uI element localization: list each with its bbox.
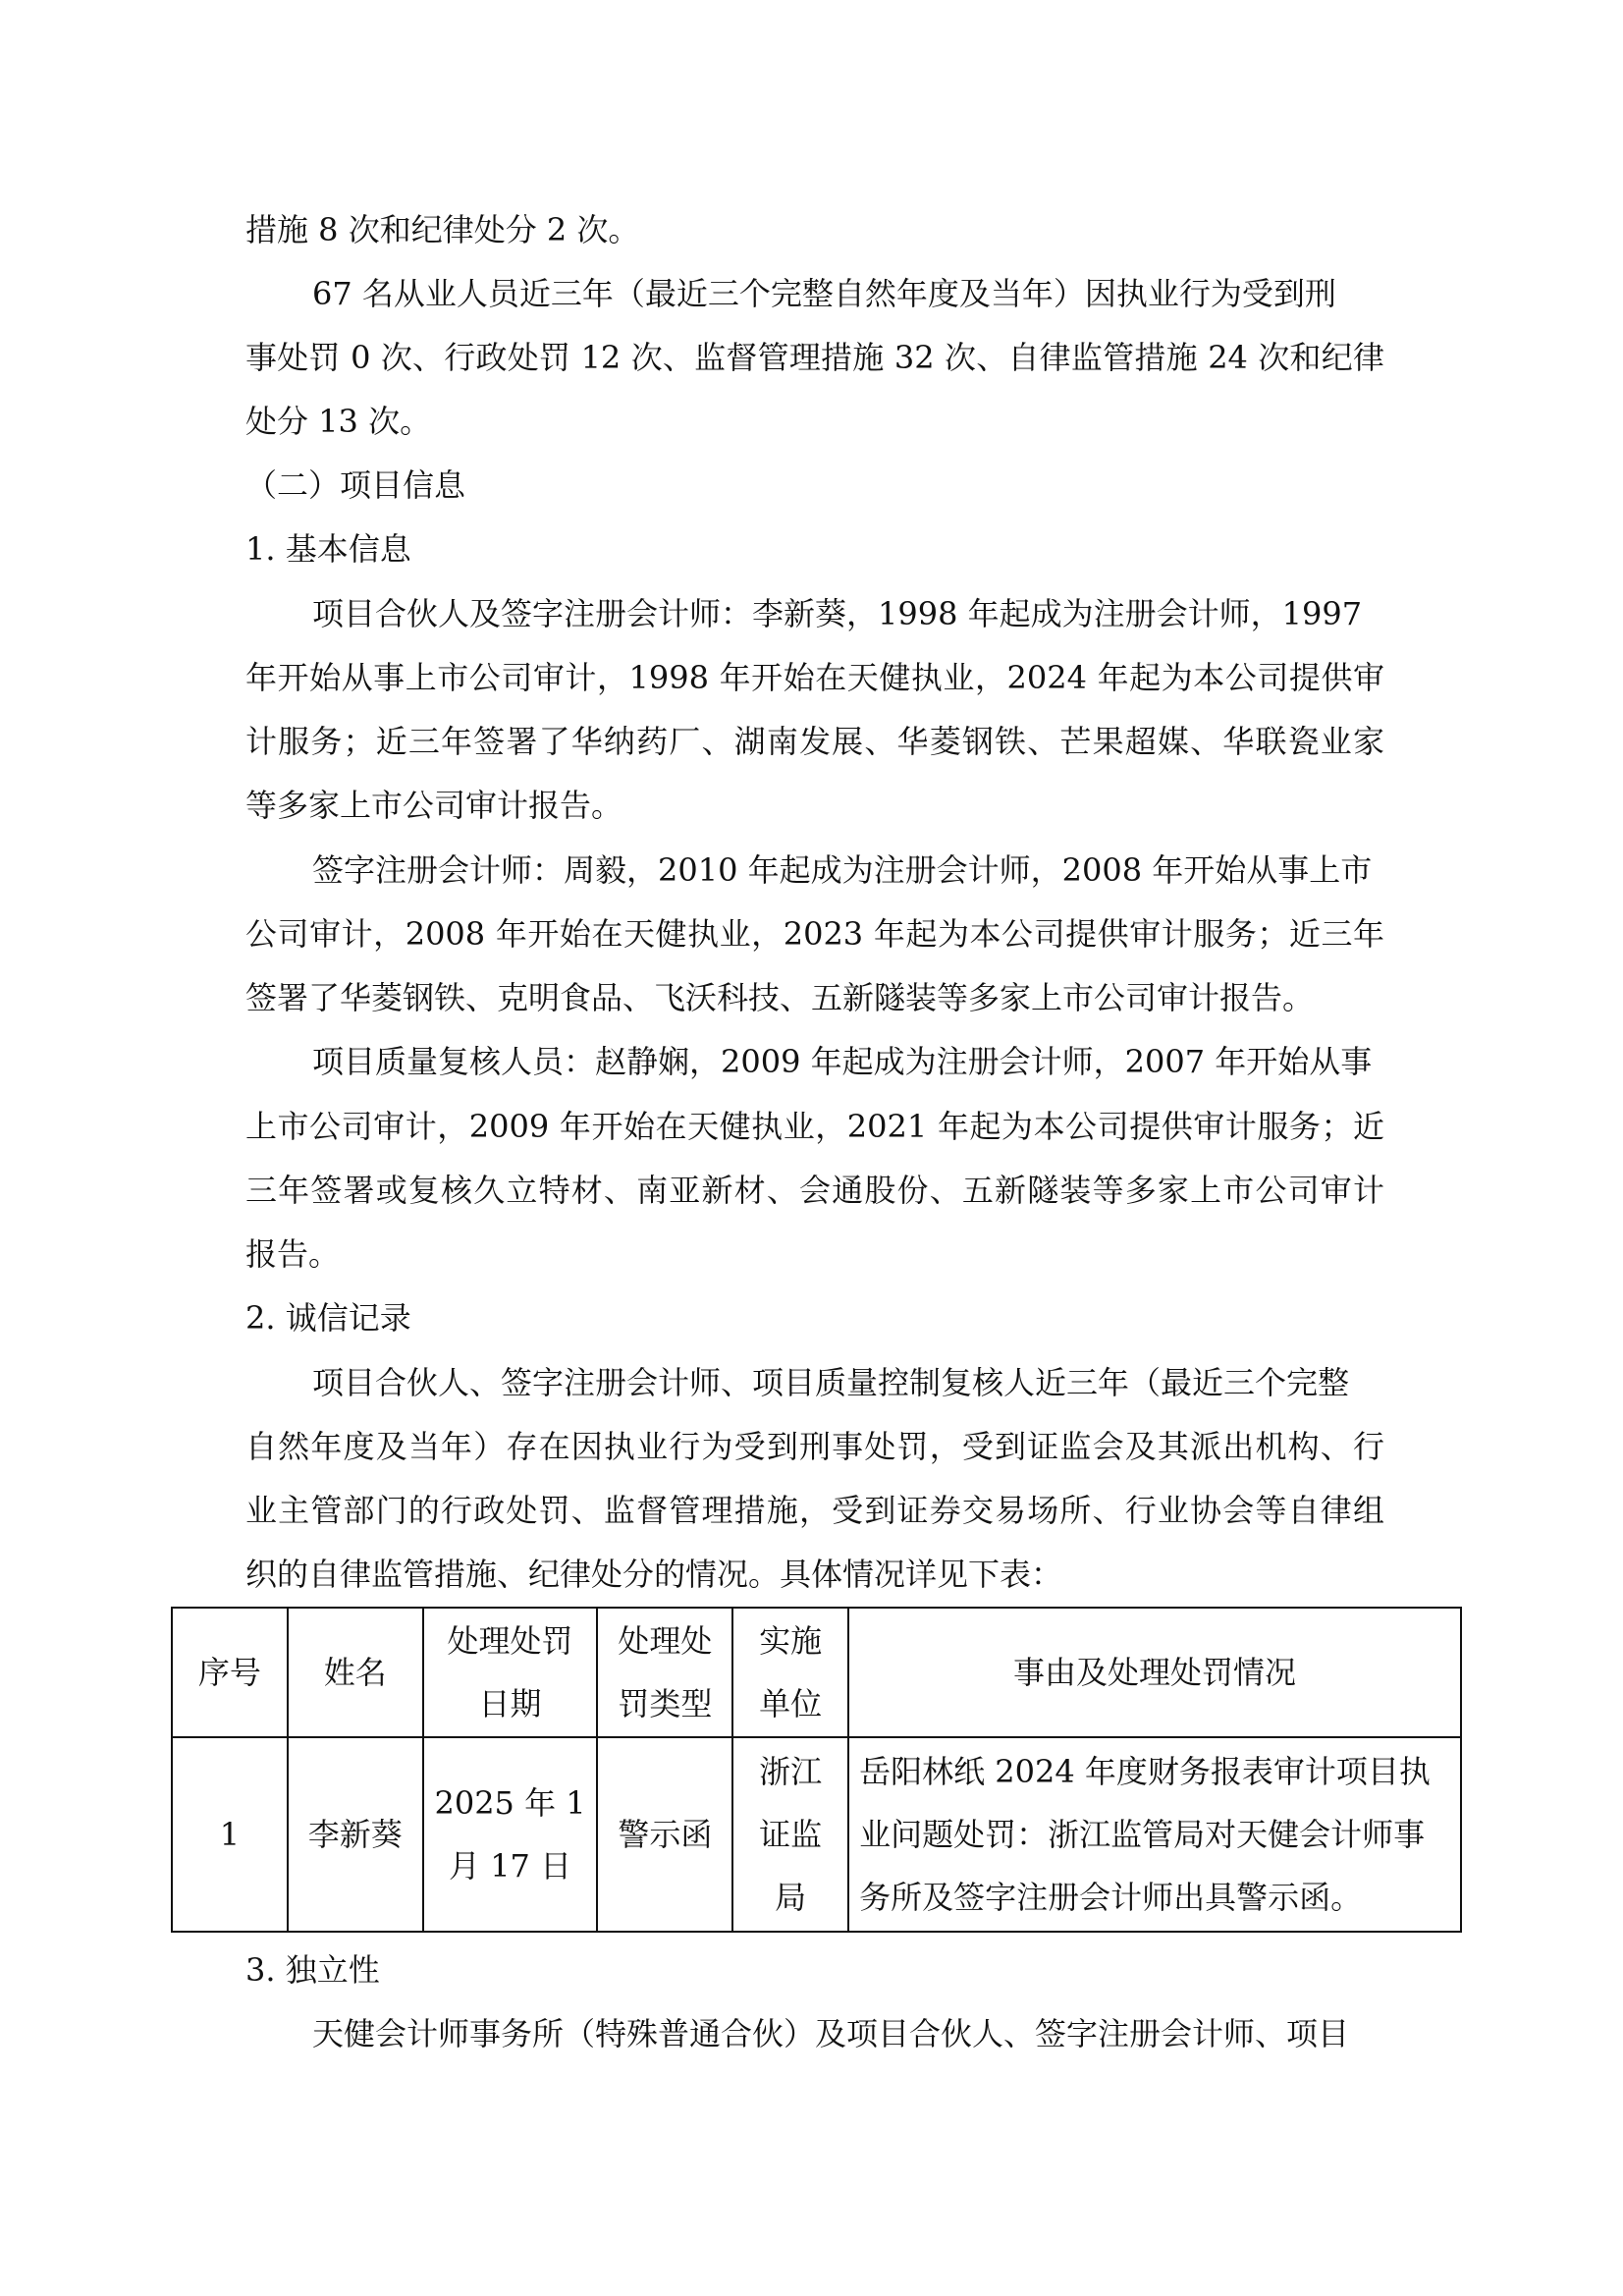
cell-reason: 岳阳林纸 2024 年度财务报表审计项目执 业问题处罚：浙江监管局对天健会计师事 务所及签字注册会计师出具警示函。	[848, 1737, 1461, 1932]
section-heading-project-info: （二）项目信息	[245, 466, 466, 504]
paragraph-line: 年开始从事上市公司审计，1998 年开始在天健执业，2024 年起为本公司提供审	[245, 659, 1384, 696]
subsection-heading-integrity: 2. 诚信记录	[245, 1299, 411, 1337]
cell-type: 警示函	[597, 1737, 732, 1932]
cell-date: 2025 年 1 月 17 日	[423, 1737, 598, 1932]
cell-unit: 浙江 证监 局	[732, 1737, 848, 1932]
paragraph-line: 天健会计师事务所（特殊普通合伙）及项目合伙人、签字注册会计师、项目	[312, 2015, 1350, 2052]
paragraph-line: 自然年度及当年）存在因执业行为受到刑事处罚，受到证监会及其派出机构、行	[245, 1428, 1384, 1465]
subsection-heading-basic-info: 1. 基本信息	[245, 530, 411, 568]
paragraph-line: 业主管部门的行政处罚、监督管理措施，受到证券交易场所、行业协会等自律组	[245, 1492, 1384, 1529]
paragraph-line: 报告。	[245, 1235, 341, 1273]
table-row	[172, 1737, 1461, 1932]
paragraph-line: 项目质量复核人员：赵静娴，2009 年起成为注册会计师，2007 年开始从事	[312, 1043, 1373, 1080]
paragraph-line: 项目合伙人、签字注册会计师、项目质量控制复核人近三年（最近三个完整	[312, 1364, 1350, 1401]
header-type: 处理处 罚类型	[597, 1608, 732, 1737]
paragraph-line: 处分 13 次。	[245, 403, 432, 440]
paragraph-line: 公司审计，2008 年开始在天健执业，2023 年起为本公司提供审计服务；近三年	[245, 915, 1384, 953]
subsection-heading-independence: 3. 独立性	[245, 1951, 380, 1989]
header-no: 序号	[172, 1608, 288, 1737]
paragraph-line: 项目合伙人及签字注册会计师：李新葵，1998 年起成为注册会计师，1997	[312, 595, 1363, 632]
header-date: 处理处罚 日期	[423, 1608, 598, 1737]
header-name: 姓名	[288, 1608, 423, 1737]
cell-name: 李新葵	[288, 1737, 423, 1932]
paragraph-line: 67 名从业人员近三年（最近三个完整自然年度及当年）因执业行为受到刑	[312, 275, 1336, 312]
cell-no: 1	[172, 1737, 288, 1932]
paragraph-line: 上市公司审计，2009 年开始在天健执业，2021 年起为本公司提供审计服务；近	[245, 1108, 1384, 1145]
paragraph-line: 三年签署或复核久立特材、南亚新材、会通股份、五新隧装等多家上市公司审计	[245, 1172, 1384, 1209]
paragraph-line: 措施 8 次和纪律处分 2 次。	[245, 211, 640, 248]
paragraph-line: 事处罚 0 次、行政处罚 12 次、监督管理措施 32 次、自律监管措施 24 次和纪律	[245, 339, 1384, 376]
paragraph-line: 签字注册会计师：周毅，2010 年起成为注册会计师，2008 年开始从事上市	[312, 851, 1373, 889]
integrity-record-table	[171, 1607, 1462, 1933]
header-reason: 事由及处理处罚情况	[848, 1608, 1461, 1737]
paragraph-line: 等多家上市公司审计报告。	[245, 787, 623, 824]
paragraph-line: 签署了华菱钢铁、克明食品、飞沃科技、五新隧装等多家上市公司审计报告。	[245, 979, 1315, 1016]
table-header-row	[172, 1608, 1461, 1737]
paragraph-line: 计服务；近三年签署了华纳药厂、湖南发展、华菱钢铁、芒果超媒、华联瓷业家	[245, 723, 1384, 760]
header-unit: 实施 单位	[732, 1608, 848, 1737]
paragraph-line: 织的自律监管措施、纪律处分的情况。具体情况详见下表：	[245, 1556, 1063, 1593]
